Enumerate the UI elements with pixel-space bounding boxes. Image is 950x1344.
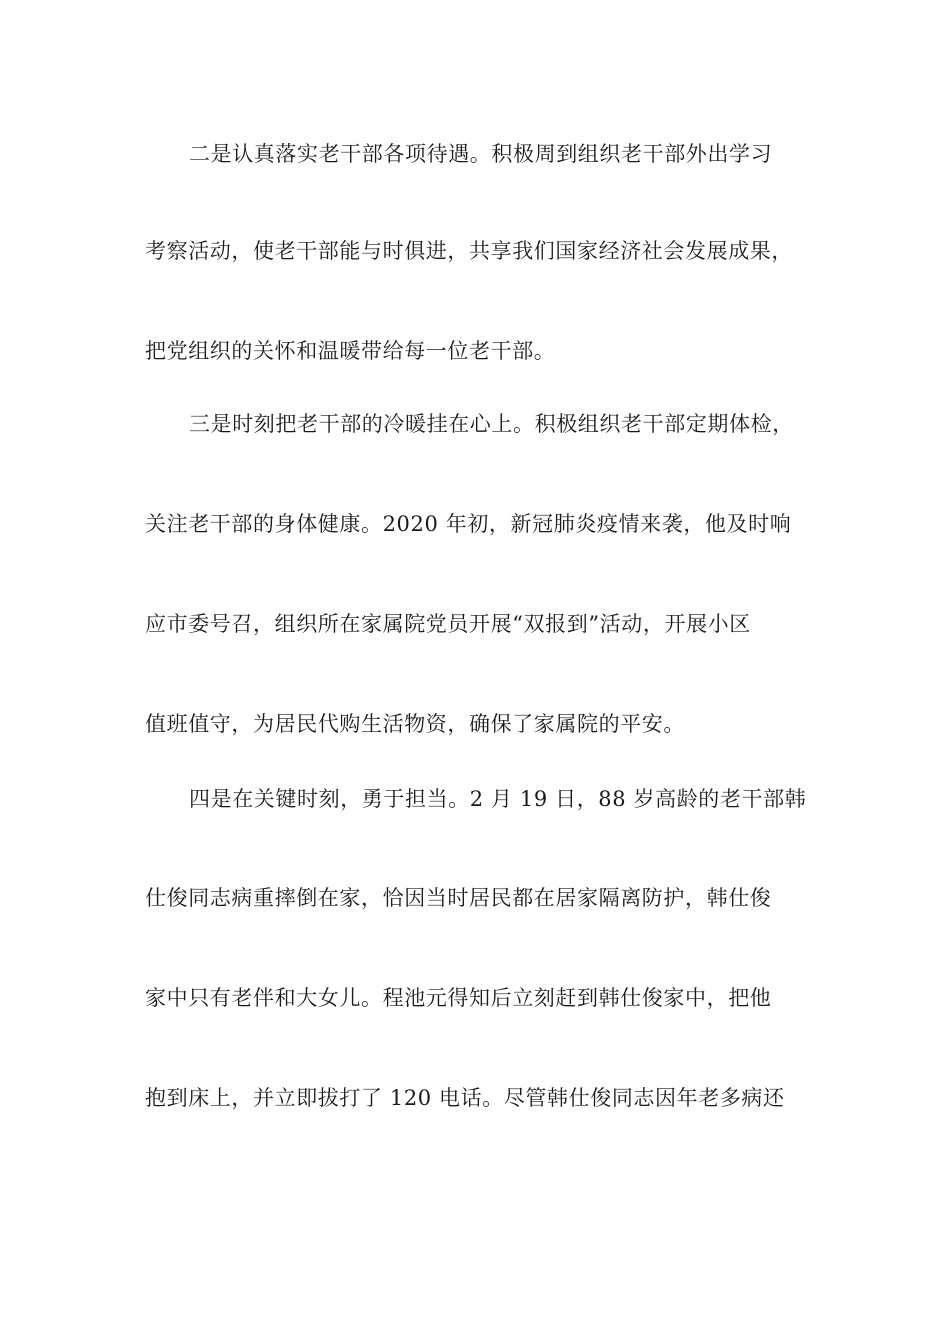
paragraph-2-line-3: 把党组织的关怀和温暖带给每一位老干部。 xyxy=(145,339,556,363)
paragraph-4-line-2: 仕俊同志病重摔倒在家，恰因当时居民都在居家隔离防护，韩仕俊 xyxy=(145,886,772,910)
paragraph-4-line-4: 抱到床上，并立即拔打了 120 电话。尽管韩仕俊同志因年老多病还 xyxy=(145,1086,785,1110)
paragraph-3-line-4: 值班值守，为居民代购生活物资，确保了家属院的平安。 xyxy=(145,712,685,736)
paragraph-4-line-1: 四是在关键时刻，勇于担当。2 月 19 日，88 岁高龄的老干部韩 xyxy=(189,787,807,811)
paragraph-3-line-2: 关注老干部的身体健康。2020 年初，新冠肺炎疫情来袭，他及时响 xyxy=(145,512,792,536)
paragraph-2-line-2: 考察活动，使老干部能与时俱进，共享我们国家经济社会发展成果， xyxy=(145,239,793,263)
paragraph-4-line-3: 家中只有老伴和大女儿。程池元得知后立刻赶到韩仕俊家中，把他 xyxy=(145,986,772,1010)
paragraph-3-line-1: 三是时刻把老干部的冷暖挂在心上。积极组织老干部定期体检， xyxy=(189,412,794,436)
paragraph-2-line-1: 二是认真落实老干部各项待遇。积极周到组织老干部外出学习 xyxy=(189,142,773,166)
paragraph-3-line-3: 应市委号召，组织所在家属院党员开展“双报到”活动，开展小区 xyxy=(145,612,751,636)
